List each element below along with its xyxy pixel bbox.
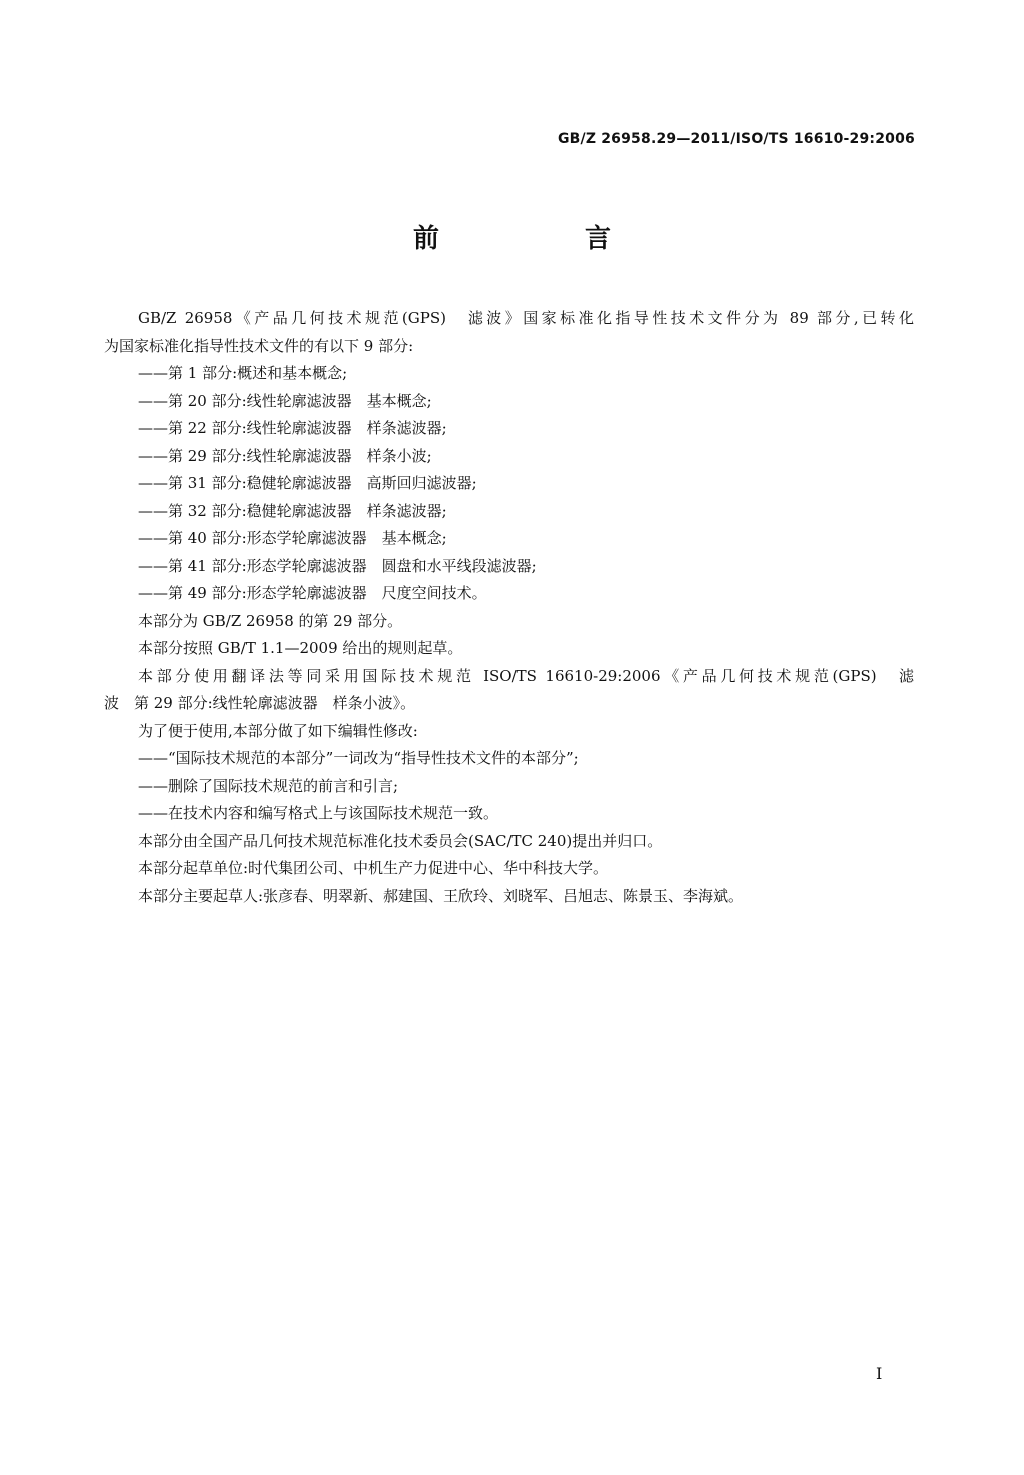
standard-code-header: GB/Z 26958.29—2011/ISO/TS 16610-29:2006	[557, 131, 915, 147]
part-list-item: ——第 29 部分:线性轮廓滤波器 样条小波;	[138, 446, 432, 465]
drafting-units-statement: 本部分起草单位:时代集团公司、中机生产力促进中心、华中科技大学。	[138, 859, 609, 877]
part-list-item: ——第 40 部分:形态学轮廓滤波器 基本概念;	[138, 529, 447, 547]
edit-list-item: ——“国际技术规范的本部分”一词改为“指导性技术文件的本部分”;	[138, 749, 579, 767]
page-number: I	[876, 1364, 883, 1383]
part-list-item: ——第 20 部分:线性轮廓滤波器 基本概念;	[138, 391, 432, 410]
drafters-statement: 本部分主要起草人:张彦春、明翠新、郝建国、王欣玲、刘晓军、吕旭志、陈景玉、李海斌。	[138, 886, 744, 905]
edit-list-item: ——删除了国际技术规范的前言和引言;	[138, 776, 399, 795]
intro-paragraph-line1: GB/Z 26958《产品几何技术规范(GPS) 滤波》国家标准化指导性技术文件分为 89 部分,已转化	[138, 309, 914, 327]
part-list-item: ——第 41 部分:形态学轮廓滤波器 圆盘和水平线段滤波器;	[138, 556, 537, 575]
part-list-item: ——第 32 部分:稳健轮廓滤波器 样条滤波器;	[138, 501, 447, 520]
part-list-item: ——第 31 部分:稳健轮廓滤波器 高斯回归滤波器;	[138, 474, 477, 492]
foreword-body	[104, 305, 914, 910]
proposer-statement: 本部分由全国产品几何技术规范标准化技术委员会(SAC/TC 240)提出并归口。	[138, 831, 663, 850]
edit-intro: 为了便于使用,本部分做了如下编辑性修改:	[138, 721, 418, 740]
adoption-statement-line2: 波 第 29 部分:线性轮廓滤波器 样条小波》。	[104, 694, 416, 712]
edit-list-item: ——在技术内容和编写格式上与该国际技术规范一致。	[138, 804, 499, 822]
part-list-item: ——第 49 部分:形态学轮廓滤波器 尺度空间技术。	[138, 584, 487, 602]
adoption-statement-line1: 本部分使用翻译法等同采用国际技术规范 ISO/TS 16610-29:2006《产品几何技术规范(GPS) 滤	[138, 666, 914, 685]
intro-paragraph-line2: 为国家标准化指导性技术文件的有以下 9 部分:	[104, 336, 414, 355]
part-list-item: ——第 22 部分:线性轮廓滤波器 样条滤波器;	[138, 419, 447, 437]
drafting-rules-statement: 本部分按照 GB/T 1.1—2009 给出的规则起草。	[138, 639, 463, 657]
part-statement: 本部分为 GB/Z 26958 的第 29 部分。	[138, 611, 403, 630]
page-title: 前 言	[412, 224, 671, 254]
part-list-item: ——第 1 部分:概述和基本概念;	[138, 364, 348, 382]
